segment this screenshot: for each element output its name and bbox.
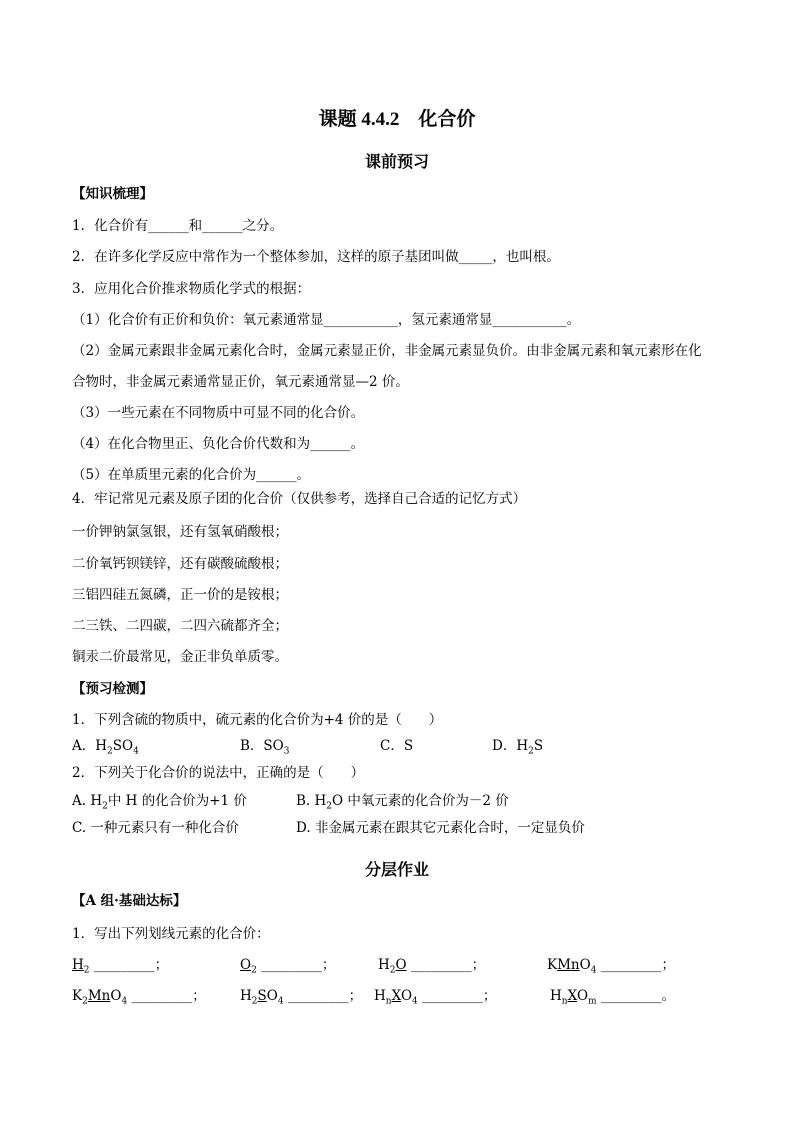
heading-preview-check: 【预习检测】 — [72, 681, 153, 697]
option-c: C. 一种元素只有一种化合价 — [72, 820, 239, 836]
option-d: D. 非金属元素在跟其它元素化合时，一定显负价 — [296, 820, 585, 836]
question-2: 2．下列关于化合价的说法中，正确的是（ ） — [72, 765, 365, 781]
knowledge-item-3: 3．应用化合价推求物质化学式的根据： — [72, 281, 311, 297]
option-c: C．S — [380, 738, 414, 754]
option-a: A．$H_2SO_4$ — [72, 738, 139, 757]
rhyme-line: 二三铁、二四碳，二四六硫都齐全； — [72, 618, 288, 634]
knowledge-item-2: 2．在许多化学反应中常作为一个整体参加，这样的原子基团叫做_____，也叫根。 — [72, 249, 560, 265]
knowledge-item-3-2a: （2）金属元素跟非金属元素化合时，金属元素显正价，非金属元素显负价。由非金属元素和氧元素形在化 — [72, 343, 702, 359]
formula-item: $K_2MnO_4$ _________； — [72, 988, 206, 1007]
rhyme-line: 铜汞二价最常见，金正非负单质零。 — [72, 649, 288, 665]
knowledge-item-4: 4．牢记常见元素及原子团的化合价（仅供参考，选择自己合适的记忆方式） — [72, 491, 527, 507]
exercise-1: 1．写出下列划线元素的化合价： — [72, 926, 270, 942]
option-b: B．$SO_3$ — [240, 738, 290, 757]
knowledge-item-3-1: （1）化合价有正价和负价：氧元素通常显___________，氢元素通常显___________。 — [72, 312, 581, 328]
rhyme-line: 二价氧钙钡镁锌，还有碳酸硫酸根； — [72, 556, 288, 572]
question-1: 1．下列含硫的物质中，硫元素的化合价为+4 价的是（ ） — [72, 712, 443, 728]
rhyme-line: 一价钾钠氯氢银，还有氢氧硝酸根； — [72, 524, 288, 540]
heading-knowledge: 【知识梳理】 — [72, 186, 153, 202]
knowledge-item-3-5: （5）在单质里元素的化合价为______。 — [72, 467, 311, 483]
rhyme-line: 三铝四硅五氮磷，正一价的是铵根； — [72, 587, 288, 603]
formula-item: $H_2SO_4$ _________； — [240, 988, 363, 1007]
formula-item: $H_nXO_m$ _________。 — [550, 988, 676, 1007]
formula-item: $O_2$ _________； — [240, 957, 336, 976]
section-title-homework: 分层作业 — [364, 860, 429, 879]
knowledge-item-3-2b: 合物时，非金属元素通常显正价，氧元素通常显—2 价。 — [72, 374, 409, 390]
knowledge-item-3-3: （3）一些元素在不同物质中可显不同的化合价。 — [72, 405, 365, 421]
formula-item: KMnO$_4$ _________； — [547, 957, 675, 976]
page-title: 课题 4.4.2 化合价 — [318, 109, 476, 130]
knowledge-item-3-4: （4）在化合物里正、负化合价代数和为______。 — [72, 436, 365, 452]
option-a: A. $H_2$中 H 的化合价为+1 价 — [72, 793, 247, 812]
formula-item: $H_2$ _________； — [72, 957, 169, 976]
formula-item: $H_2O$ _________； — [378, 957, 486, 976]
option-d: D．$H_2S$ — [492, 738, 544, 757]
option-b: B. $H_2O$ 中氧元素的化合价为－2 价 — [296, 793, 509, 812]
section-title-preview: 课前预习 — [364, 152, 429, 171]
heading-group-a: 【A 组·基础达标】 — [72, 893, 187, 909]
knowledge-item-1: 1．化合价有______和______之分。 — [72, 218, 284, 234]
formula-item: $H_nXO_4$ _________； — [374, 988, 497, 1007]
